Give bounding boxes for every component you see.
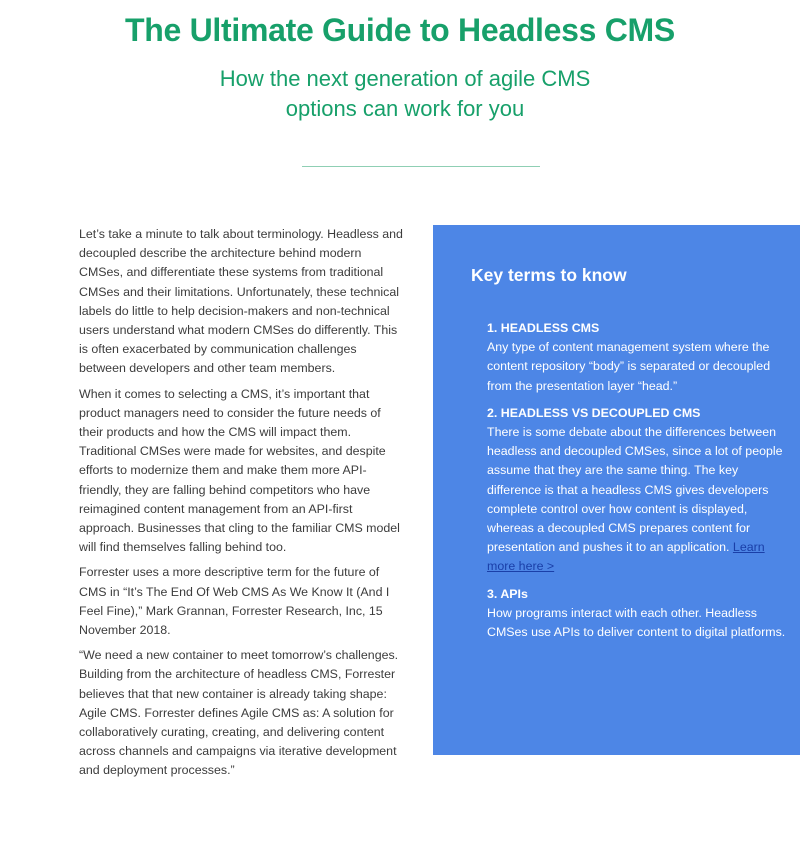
term-heading: 2. HEADLESS VS DECOUPLED CMS [487, 405, 701, 420]
key-terms-list [487, 319, 787, 650]
term-definition: There is some debate about the differences between headless and decoupled CMSes, since a lot of people assume that they are the same thing. The key difference is that a headless CMS gives developers complete control over how content is displayed, whereas a decoupled CMS prepares content for presentation and pushes it to an application. [487, 425, 783, 555]
paragraph-forrester-quote: “We need a new container to meet tomorrow’s challenges. Building from the architecture of headless CMS, Forrester believes that that new container is already taking shape: Agile CMS. Forrester defines Agile CMS as: A solution for collaboratively curating, creating, and delivering content across channels and campaigns via iterative development and deployment processes.” [79, 648, 399, 778]
term-headless-vs-decoupled [487, 404, 787, 577]
term-heading: 1. HEADLESS CMS [487, 321, 600, 335]
learn-more-link[interactable]: Learn more here > [487, 540, 765, 574]
term-heading: 3. APIs [487, 586, 528, 601]
term-headless-cms [487, 319, 787, 396]
paragraph-terminology: Let’s take a minute to talk about terminology. Headless and decoupled describe the architecture behind modern CMSes, and differentiate these systems from traditional CMSes and their limitations. Unfortunately, these technical labels do little to help decision-makers and non-technical users understand what modern CMSes do differently. This is often exacerbated by communication challenges between developers and other team members. [79, 227, 403, 376]
term-definition: Any type of content management system where the content repository “body” is separated or decoupled from the presentation layer “head.” [487, 340, 771, 393]
paragraph-selecting-cms: When it comes to selecting a CMS, it’s important that product managers need to consider the future needs of their products and how the CMS will impact them. Traditional CMSes were made for websites, and despite efforts to modernize them and make them more API-friendly, they are falling behind competitors who have reimagined content management from an API-first approach. Businesses that cling to the familiar CMS model will find themselves falling behind too. [79, 386, 400, 555]
page-title: The Ultimate Guide to Headless CMS [125, 12, 675, 48]
term-apis [487, 585, 787, 643]
paragraph-forrester-term: Forrester uses a more descriptive term for the future of CMS in “It’s The End Of Web CMS As We Know It (And I Feel Fine),” Mark Grannan, Forrester Research, Inc, 15 November 2018. [79, 565, 390, 638]
title-divider [302, 166, 540, 167]
term-definition: How programs interact with each other. Headless CMSes use APIs to deliver content to digital platforms. [487, 605, 786, 640]
page-subtitle: How the next generation of agile CMS options can work for you [219, 66, 591, 121]
body-text-column [79, 225, 404, 787]
key-terms-panel [433, 225, 800, 755]
key-terms-title: Key terms to know [471, 265, 627, 285]
